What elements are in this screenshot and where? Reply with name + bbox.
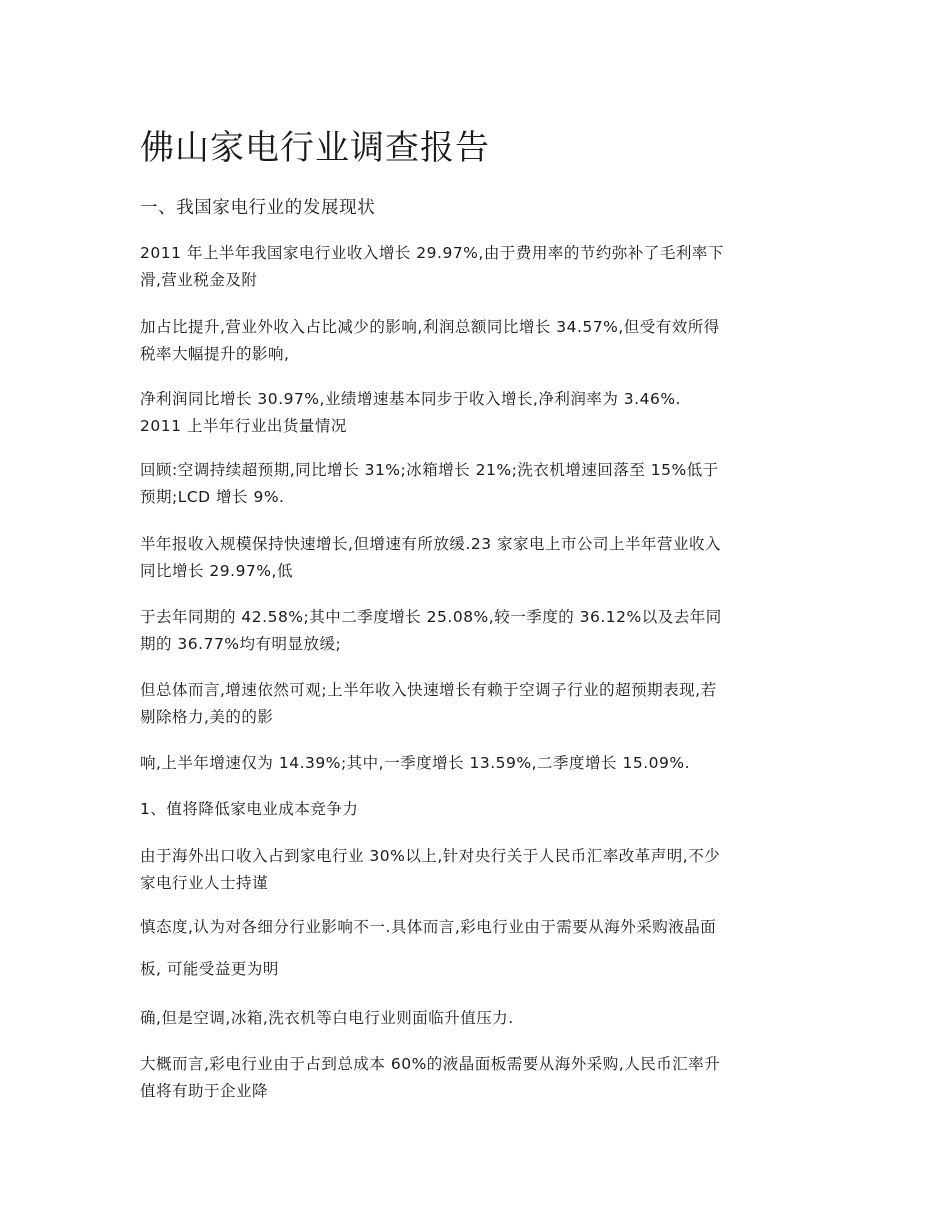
paragraph [140,843,810,897]
text-line: 税率大幅提升的影响, [140,345,290,363]
document-title: 佛山家电行业调查报告 [140,128,490,168]
text-line: 于去年同期的 42.58%;其中二季度增长 25.08%,较一季度的 36.12%以及去年同 [140,608,722,626]
paragraph [140,386,810,440]
paragraph [140,604,810,658]
text-line: 但总体而言,增速依然可观;上半年收入快速增长有赖于空调子行业的超预期表现,若 [140,681,717,699]
paragraph [140,314,810,368]
text-line: 回顾:空调持续超预期,同比增长 31%;冰箱增长 21%;洗衣机增速回落至 15%低于 [140,461,719,479]
section-heading: 一、我国家电行业的发展现状 [140,198,376,218]
paragraph [140,457,810,511]
text-line: 确,但是空调,冰箱,洗衣机等白电行业则面临升值压力. [140,1009,514,1027]
paragraph [140,531,810,585]
text-line: 预期;LCD 增长 9%. [140,488,285,506]
text-line: 值将有助于企业降 [140,1082,269,1100]
paragraph [140,914,810,941]
text-line: 慎态度,认为对各细分行业影响不一.具体而言,彩电行业由于需要从海外采购液晶面 [140,918,717,936]
text-line: 期的 36.77%均有明显放缓; [140,635,342,653]
text-line: 剔除格力,美的的影 [140,708,274,726]
text-line: 1、值将降低家电业成本竞争力 [140,800,359,818]
paragraph [140,677,810,731]
text-line: 2011 年上半年我国家电行业收入增长 29.97%,由于费用率的节约弥补了毛利率下 [140,244,724,262]
text-line: 滑,营业税金及附 [140,271,258,289]
text-line: 由于海外出口收入占到家电行业 30%以上,针对央行关于人民币汇率改革声明,不少 [140,847,721,865]
paragraph [140,956,810,983]
text-line: 大概而言,彩电行业由于占到总成本 60%的液晶面板需要从海外采购,人民币汇率升 [140,1055,721,1073]
numbered-subheading [140,796,810,823]
text-line: 净利润同比增长 30.97%,业绩增速基本同步于收入增长,净利润率为 3.46%. [140,390,681,408]
text-line: 同比增长 29.97%,低 [140,562,293,580]
paragraph [140,1005,810,1032]
text-line: 响,上半年增速仅为 14.39%;其中,一季度增长 13.59%,二季度增长 15.09%. [140,754,691,772]
paragraph [140,240,810,294]
text-line: 板, 可能受益更为明 [140,960,279,978]
text-line: 2011 上半年行业出货量情况 [140,417,347,435]
text-line: 家电行业人士持谨 [140,874,269,892]
paragraph [140,1051,810,1105]
paragraph [140,750,810,777]
text-line: 加占比提升,营业外收入占比减少的影响,利润总额同比增长 34.57%,但受有效所得 [140,318,720,336]
text-line: 半年报收入规模保持快速增长,但增速有所放缓.23 家家电上市公司上半年营业收入 [140,535,722,553]
